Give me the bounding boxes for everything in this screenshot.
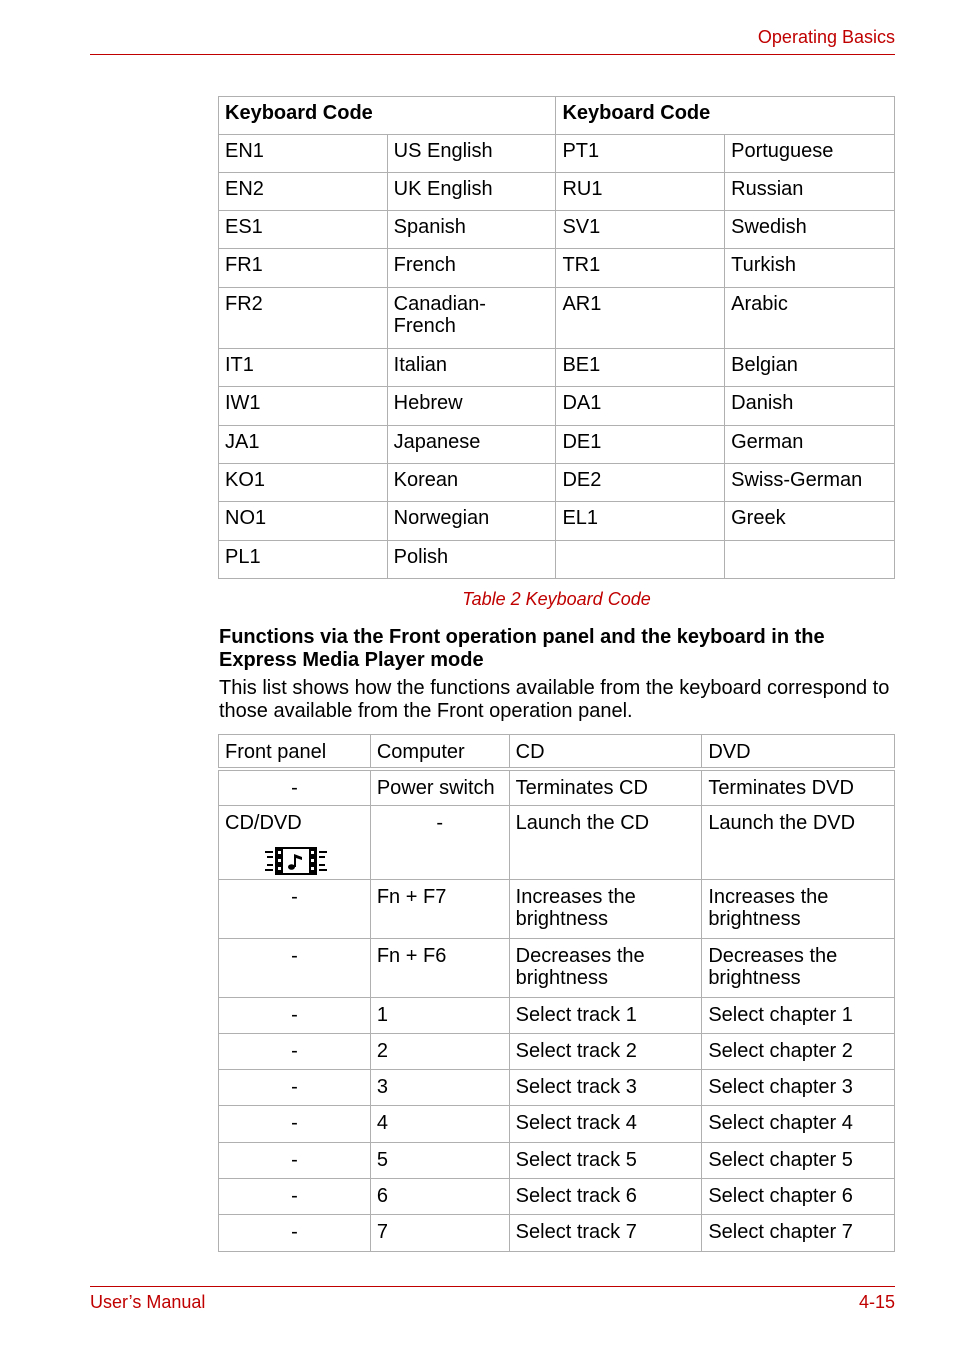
table-cell: Norwegian	[387, 502, 556, 541]
table-row	[219, 1070, 895, 1106]
section-heading: Functions via the Front operation panel and the keyboard in the Express Media Player mode	[219, 626, 825, 671]
table-cell	[219, 998, 371, 1034]
header-cell: Computer	[370, 735, 509, 769]
table-cell: Swiss-German	[725, 464, 895, 502]
table-cell: German	[725, 426, 895, 464]
table-cell: PL1	[219, 541, 388, 579]
cell-text: -	[291, 1185, 298, 1207]
table-row	[219, 211, 895, 249]
table-cell: EN1	[219, 135, 388, 173]
table-cell	[219, 769, 371, 806]
table-cell	[702, 769, 895, 806]
table-row	[219, 939, 895, 998]
cell-text: CD/DVD	[225, 812, 302, 834]
table-cell: DE2	[556, 464, 725, 502]
cell-text: 1	[376, 1004, 388, 1026]
cell-text: -	[291, 1112, 298, 1134]
header-cell: CD	[509, 735, 702, 769]
cell-text: Select chapter 1	[708, 1004, 853, 1026]
table-cell: EL1	[556, 502, 725, 541]
table-cell	[509, 1179, 702, 1215]
table-cell	[702, 880, 895, 939]
cell-text: Increases the brightness	[708, 886, 829, 930]
table-cell	[370, 1070, 509, 1106]
cell-text: Decreases the brightness	[708, 945, 838, 989]
cell-text: Select chapter 6	[708, 1185, 853, 1207]
cell-text: -	[436, 812, 444, 834]
table-cell: EN2	[219, 173, 388, 211]
cell-text: -	[291, 886, 298, 908]
cell-text: Select track 7	[515, 1221, 637, 1243]
table-cell	[509, 1143, 702, 1179]
table-cell	[219, 1070, 371, 1106]
table-cell	[702, 1215, 895, 1252]
cell-text: -	[291, 1040, 298, 1062]
table-cell: Korean	[387, 464, 556, 502]
table-cell: Russian	[725, 173, 895, 211]
table-cell	[702, 1143, 895, 1179]
table-cell	[219, 939, 371, 998]
table-cell: Greek	[725, 502, 895, 541]
table-cell: Portuguese	[725, 135, 895, 173]
table-cell	[509, 806, 702, 880]
table-cell: US English	[387, 135, 556, 173]
table-row	[219, 502, 895, 541]
cell-text: -	[291, 1221, 298, 1243]
running-header: Operating Basics	[757, 27, 895, 47]
cell-text: Select chapter 7	[708, 1221, 853, 1243]
table-cell	[370, 1143, 509, 1179]
table-cell: SV1	[556, 211, 725, 249]
table-cell: FR1	[219, 249, 388, 288]
table-cell: Arabic	[725, 288, 895, 349]
table-cell: FR2	[219, 288, 388, 349]
cell-text: Select track 4	[515, 1112, 637, 1134]
table-cell	[370, 880, 509, 939]
table-cell: Swedish	[725, 211, 895, 249]
table-cell	[509, 939, 702, 998]
table-caption: Table 2 Keyboard Code	[462, 589, 651, 609]
cell-text: 2	[376, 1040, 388, 1062]
cell-text: Select chapter 4	[708, 1112, 853, 1134]
table-cell	[219, 1215, 371, 1252]
table-row	[219, 998, 895, 1034]
header-rule	[90, 54, 895, 55]
cell-text: -	[291, 945, 298, 967]
table-cell: Canadian- French	[387, 288, 556, 349]
table-cell	[219, 1106, 371, 1143]
table-cell	[702, 806, 895, 880]
table-cell: RU1	[556, 173, 725, 211]
media-player-icon	[263, 846, 329, 876]
table-cell: UK English	[387, 173, 556, 211]
table-cell: Polish	[387, 541, 556, 579]
table-cell: DA1	[556, 387, 725, 426]
table-cell	[702, 1070, 895, 1106]
cell-text: Launch the CD	[515, 812, 650, 834]
cell-text: 5	[376, 1149, 388, 1171]
cell-text: 4	[376, 1112, 388, 1134]
cell-text: -	[291, 776, 298, 799]
table-cell	[370, 939, 509, 998]
table-row	[219, 349, 895, 387]
table-cell: KO1	[219, 464, 388, 502]
table-cell: AR1	[556, 288, 725, 349]
cell-text: Select track 6	[515, 1185, 637, 1207]
cell-text: Power switch	[376, 776, 495, 799]
cell-text: -	[291, 1076, 298, 1098]
table-row	[219, 173, 895, 211]
table-cell	[370, 998, 509, 1034]
cell-text: Terminates CD	[515, 776, 648, 799]
table-cell	[370, 1215, 509, 1252]
section-body: This list shows how the functions available from the keyboard correspond to those available from the Front operation panel.	[219, 677, 890, 722]
table-row	[219, 1179, 895, 1215]
table-cell	[219, 1143, 371, 1179]
table-cell: ES1	[219, 211, 388, 249]
table-cell	[219, 1034, 371, 1070]
cell-text: Fn + F7	[376, 886, 447, 908]
table-row	[219, 541, 895, 579]
cell-text: 6	[376, 1185, 388, 1207]
table-header-row	[219, 735, 895, 769]
table-row	[219, 426, 895, 464]
table-cell: Danish	[725, 387, 895, 426]
table-cell	[370, 769, 509, 806]
cell-text: -	[291, 1004, 298, 1026]
table-cell	[509, 1106, 702, 1143]
table-cell	[370, 1106, 509, 1143]
table-header-row	[219, 97, 895, 135]
cell-text: 7	[376, 1221, 388, 1243]
footer-manual-title: User’s Manual	[90, 1292, 206, 1312]
cell-text: Launch the DVD	[708, 812, 856, 834]
table-row	[219, 464, 895, 502]
table-cell: Turkish	[725, 249, 895, 288]
cell-text: Select chapter 5	[708, 1149, 853, 1171]
cell-text: Decreases the brightness	[515, 945, 645, 989]
table-cell	[702, 939, 895, 998]
table-row	[219, 880, 895, 939]
table-cell: French	[387, 249, 556, 288]
table-cell	[725, 541, 895, 579]
cell-text: Select track 2	[515, 1040, 637, 1062]
table-cell: Spanish	[387, 211, 556, 249]
function-table	[218, 734, 895, 1252]
table-row	[219, 288, 895, 349]
cell-text: Select track 5	[515, 1149, 637, 1171]
cell-text: Select chapter 2	[708, 1040, 853, 1062]
header-cell: Keyboard Code	[219, 97, 556, 135]
table-cell	[556, 541, 725, 579]
table-cell	[509, 1034, 702, 1070]
table-cell: JA1	[219, 426, 388, 464]
table-cell: Hebrew	[387, 387, 556, 426]
table-cell: NO1	[219, 502, 388, 541]
table-cell	[509, 1070, 702, 1106]
table-row	[219, 1034, 895, 1070]
header-cell: Keyboard Code	[556, 97, 895, 135]
header-cell: DVD	[702, 735, 895, 769]
table-cell: IT1	[219, 349, 388, 387]
table-cell: DE1	[556, 426, 725, 464]
table-cell	[509, 769, 702, 806]
keyboard-code-table	[218, 96, 895, 579]
table-cell	[509, 998, 702, 1034]
table-cell: Belgian	[725, 349, 895, 387]
table-cell: Japanese	[387, 426, 556, 464]
table-cell	[219, 880, 371, 939]
table-cell: Italian	[387, 349, 556, 387]
table-cell	[702, 998, 895, 1034]
table-cell: IW1	[219, 387, 388, 426]
table-row	[219, 806, 895, 880]
table-row	[219, 1106, 895, 1143]
table-cell	[702, 1034, 895, 1070]
footer-rule	[90, 1286, 895, 1287]
table-cell	[509, 1215, 702, 1252]
table-cell	[702, 1106, 895, 1143]
table-row	[219, 769, 895, 806]
table-cell	[370, 1179, 509, 1215]
table-row	[219, 249, 895, 288]
table-cell	[370, 806, 509, 880]
table-row	[219, 1143, 895, 1179]
cell-text: Select chapter 3	[708, 1076, 853, 1098]
cell-text: Increases the brightness	[515, 886, 636, 930]
cell-text: Fn + F6	[376, 945, 447, 967]
table-cell	[702, 1179, 895, 1215]
table-cell	[509, 880, 702, 939]
table-cell	[219, 1179, 371, 1215]
cell-text: 3	[376, 1076, 388, 1098]
table-row	[219, 1215, 895, 1252]
table-cell	[370, 1034, 509, 1070]
header-cell: Front panel	[219, 735, 371, 769]
table-row	[219, 387, 895, 426]
cell-text: Select track 3	[515, 1076, 637, 1098]
table-cell: BE1	[556, 349, 725, 387]
cell-text: Terminates DVD	[708, 776, 854, 799]
page-number: 4-15	[858, 1292, 895, 1312]
cell-text: Select track 1	[515, 1004, 637, 1026]
table-row	[219, 135, 895, 173]
table-cell: TR1	[556, 249, 725, 288]
table-cell	[219, 806, 371, 880]
table-cell: PT1	[556, 135, 725, 173]
cell-text: -	[291, 1149, 298, 1171]
